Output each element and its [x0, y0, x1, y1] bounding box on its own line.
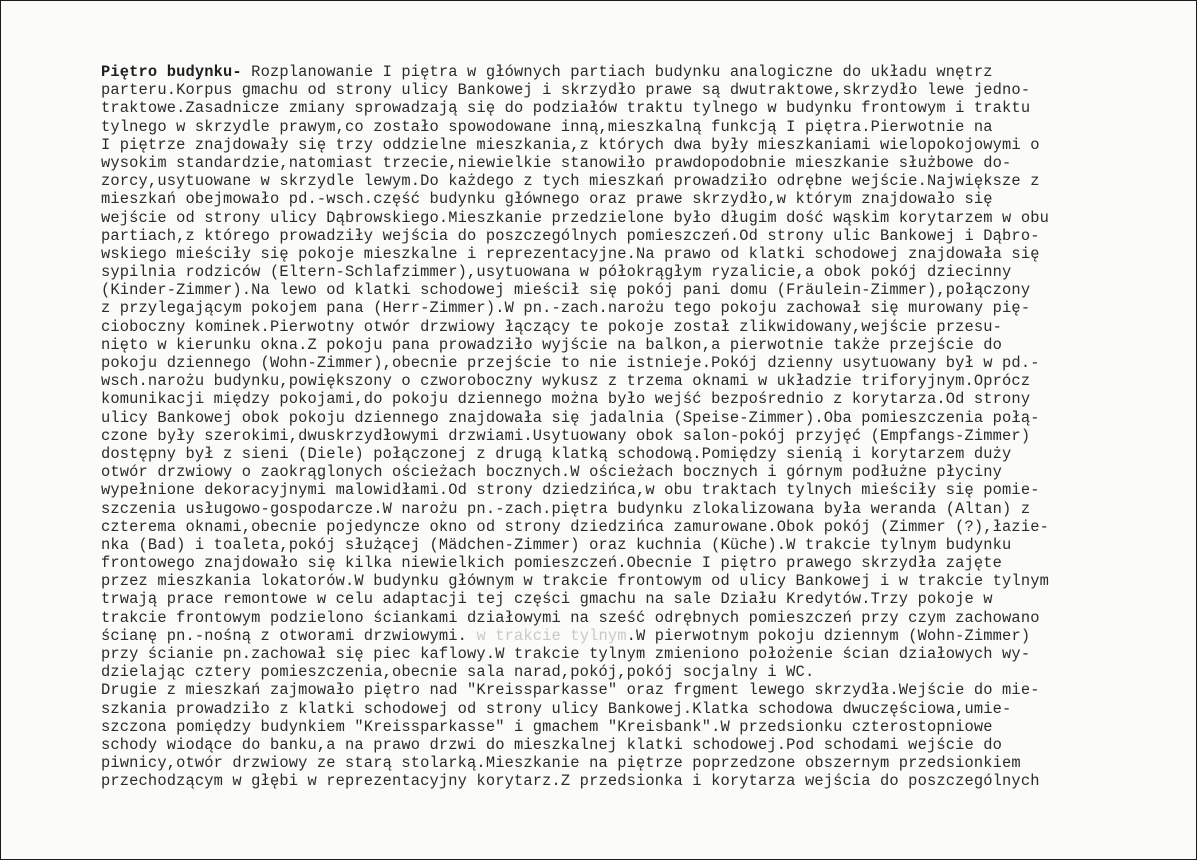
text-line: otwór drzwiowy o zaokrąglonych ościeżach bocznych.W ościeżach bocznych i górnym podłużne płyciny: [101, 463, 1003, 482]
text-line: I piętrze znajdowały się trzy oddzielne mieszkania,z których dwa były mieszkaniami wielopokojowymi o: [101, 135, 1040, 154]
text-line: pokoju dziennego (Wohn-Zimmer),obecnie przejście to nie istnieje.Pokój dzienny usytuowany był w pd.-: [101, 354, 1040, 372]
text-line: mieszkań obejmowało pd.-wsch.część budynku głównego oraz prawe skrzydło,w którym znajdowało się: [101, 190, 993, 209]
text-line: przez mieszkania lokatorów.W budynku głównym w trakcie frontowym od ulicy Bankowej i w trakcie tylnym: [101, 572, 1049, 591]
text-line: cioboczny kominek.Pierwotny otwór drzwiowy łączący te pokoje został zlikwidowany,wejście przesu-: [101, 317, 1003, 336]
text-line: ścianę pn.-nośną z otworami drzwiowymi. w trakcie tylnym.W pierwotnym pokoju dziennym (Wohn-Zimmer): [101, 626, 1031, 645]
text-line: szczona pomiędzy budynkiem "Kreissparkasse" i gmachem "Kreisbank".W przedsionku czterostopniowe: [101, 717, 993, 736]
text-line: wypełnione dekoracyjnymi malowidłami.Od strony dziedzińca,w obu traktach tylnych mieściły się pomie-: [101, 481, 1040, 500]
text-line: (Kinder-Zimmer).Na lewo od klatki schodowej mieścił się pokój pani domu (Fräulein-Zimmer),połączony: [101, 281, 1031, 300]
text-line: Drugie z mieszkań zajmowało piętro nad "Kreissparkasse" oraz frgment lewego skrzydła.Wejście do mie-: [101, 681, 1040, 700]
text-line: szkania prowadziło z klatki schodowej od strony ulicy Bankowej.Klatka schodowa dwuczęściowa,umie-: [101, 699, 1012, 718]
text-line: frontowego znajdowało się kilka niewielkich pomieszczeń.Obecnie I piętro prawego skrzydła zajęte: [101, 554, 1003, 573]
text-line: czterema oknami,obecnie pojedyncze okno od strony dziedzińca zamurowane.Obok pokój (Zimmer (?),łazie-: [101, 517, 1049, 536]
section-heading: Piętro budynku-: [101, 63, 242, 81]
text-line: ulicy Bankowej obok pokoju dziennego znajdowała się jadalnia (Speise-Zimmer).Oba pomieszczenia połą-: [101, 408, 1040, 427]
text-line: z przylegającym pokojem pana (Herr-Zimmer).W pn.-zach.narożu tego pokoju zachował się murowany pię-: [101, 299, 1031, 318]
text-line: wsch.narożu budynku,powiększony o czworoboczny wykusz z trzema oknami w układzie triforyjnym.Oprócz: [101, 372, 1031, 391]
text-line: partiach,z którego prowadziły wejścia do poszczególnych pomieszczeń.Od strony ulic Bankowej i Dąbro-: [101, 226, 1040, 245]
text-line: trwają prace remontowe w celu adaptacji tej części gmachu na sale Działu Kredytów.Trzy pokoje w: [101, 590, 993, 609]
text-line: parteru.Korpus gmachu od strony ulicy Bankowej i skrzydło prawe są dwutraktowe,skrzydło lewe jedno-: [101, 81, 1031, 100]
text-line: szczenia usługowo-gospodarcze.W narożu pn.-zach.piętra budynku zlokalizowana była weranda (Altan) z: [101, 499, 1031, 518]
text-line: schody wiodące do banku,a na prawo drzwi do mieszkalnej klatki schodowej.Pod schodami wejście do: [101, 735, 1003, 754]
text-line: sypilnia rodziców (Eltern-Schlafzimmer),usytuowana w półokrągłym ryzalicie,a obok pokój dziecinny: [101, 263, 1012, 282]
text-line: nka (Bad) i toaleta,pokój służącej (Mädchen-Zimmer) oraz kuchnia (Küche).W trakcie tylnym budynku: [101, 535, 1012, 554]
text-line: wysokim standardzie,natomiast trzecie,niewielkie stanowiło prawdopodobnie mieszkanie służbowe do-: [101, 153, 1012, 172]
text-line: wskiego mieściły się pokoje mieszkalne i reprezentacyjne.Na prawo od klatki schodowej znajdowała się: [101, 244, 1040, 263]
text-line: czone były szerokimi,dwuskrzydłowymi drzwiami.Usytuowany obok salon-pokój przyjęć (Empfangs-Zimmer): [101, 426, 1031, 445]
text-line: piwnicy,otwór drzwiowy ze starą stolarką.Mieszkanie na piętrze poprzedzone obszernym przedsionkiem: [101, 754, 1021, 773]
text-line: wejście od strony ulicy Dąbrowskiego.Mieszkanie przedzielone było długim dość wąskim korytarzem w obu: [101, 208, 1049, 227]
text-line: nięto w kierunku okna.Z pokoju pana prowadziło wyjście na balkon,a pierwotnie także przejście do: [101, 335, 1003, 354]
text-line: dostępny był z sieni (Diele) połączonej z drugą klatką schodową.Pomiędzy sienią i korytarzem duży: [101, 444, 1012, 463]
text-line: tylnego w skrzydle prawym,co zostało spowodowane inną,mieszkalną funkcją I piętra.Pierwotnie na: [101, 117, 993, 136]
text-line: przechodzącym w głębi w reprezentacyjny korytarz.Z przedsionka i korytarza wejścia do poszczególnych: [101, 772, 1040, 791]
text-line: traktowe.Zasadnicze zmiany sprowadzają się do podziałów traktu tylnego w budynku frontowym i traktu: [101, 99, 1031, 118]
text-line: zorcy,usytuowane w skrzydle lewym.Do każdego z tych mieszkań prowadziło odrębne wejście.Największe z: [101, 172, 1040, 191]
typewritten-text: [101, 63, 1161, 791]
text-line: Piętro budynku- Rozplanowanie I piętra w głównych partiach budynku analogiczne do układu wnętrz: [101, 63, 993, 81]
text-line: trakcie frontowym podzielono ściankami działowymi na sześć odrębnych pomieszczeń przy czym zachowano: [101, 608, 1040, 627]
faded-text: w trakcie tylnym: [467, 626, 627, 645]
text-line: komunikacji między pokojami,do pokoju dziennego można było wejść bezpośrednio z korytarza.Od strony: [101, 390, 1031, 409]
text-line: dzielając cztery pomieszczenia,obecnie sala narad,pokój,pokój socjalny i WC.: [101, 663, 815, 682]
text-line: przy ścianie pn.zachował się piec kaflowy.W trakcie tylnym zmieniono położenie ścian działowych wy-: [101, 645, 1031, 663]
